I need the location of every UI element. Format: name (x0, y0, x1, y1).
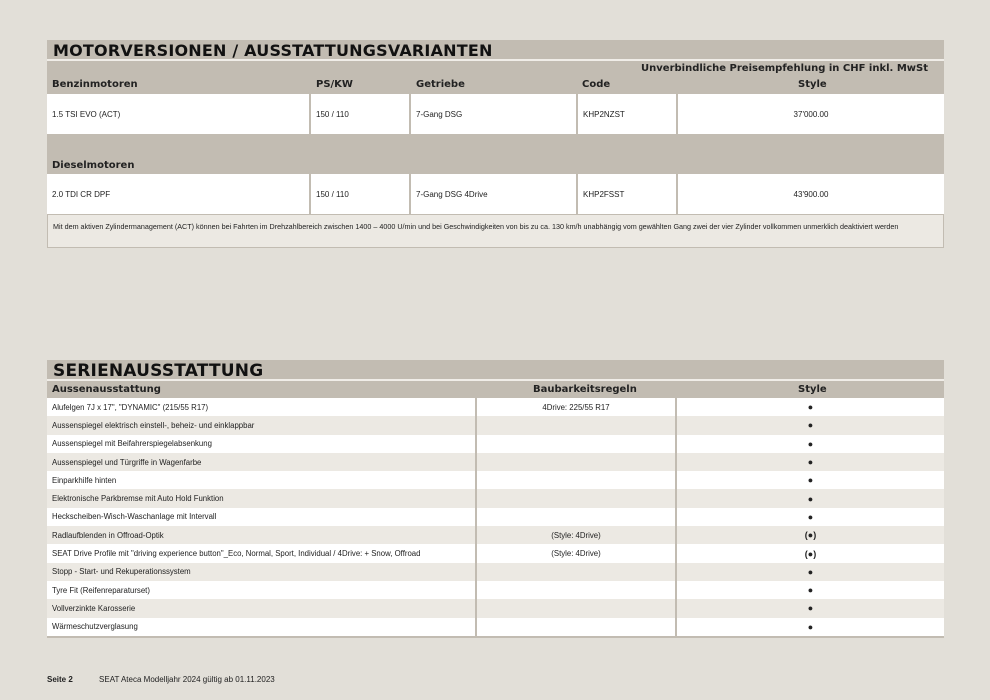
style-cell: ● (677, 435, 944, 453)
header-getriebe: Getriebe (416, 79, 465, 90)
pskw-cell: 150 / 110 (311, 174, 411, 214)
table-row (47, 471, 944, 489)
table-row (47, 618, 944, 636)
getriebe-cell: 7-Gang DSG 4Drive (411, 174, 578, 214)
act-footnote: Mit dem aktiven Zylindermanagement (ACT) können bei Fahrten im Drehzahlbereich zwischen 1400 – 4000 U/min und bei Geschwindigkeiten von bis zu ca. 130 km/h unabhängig vom gewählten Gang zwei der vier Zylinder vollkommen unmerklich deaktiviert werden (47, 214, 944, 248)
page-number: Seite 2 (47, 675, 73, 684)
price-cell: 43'900.00 (678, 174, 944, 214)
rule-cell (477, 453, 677, 471)
header-code: Code (582, 79, 611, 90)
style-cell: ● (677, 563, 944, 581)
header-aussenausstattung: Aussenausstattung (52, 384, 161, 395)
motor-section (47, 40, 944, 248)
page-footer (47, 675, 275, 684)
motor-section-title: MOTORVERSIONEN / AUSSTATTUNGSVARIANTEN (47, 40, 944, 61)
table-row (47, 174, 944, 214)
equipment-name-cell: Stopp - Start- und Rekuperationssystem (47, 563, 477, 581)
style-cell: (●) (677, 544, 944, 562)
style-cell: ● (677, 453, 944, 471)
preis-label: Unverbindliche Preisempfehlung in CHF inkl. MwSt (641, 63, 928, 74)
rule-cell (477, 581, 677, 599)
rule-cell (477, 599, 677, 617)
equipment-name-cell: SEAT Drive Profile mit "driving experience button"_Eco, Normal, Sport, Individual / 4Drive: + Snow, Offroad (47, 544, 477, 562)
diesel-label: Dieselmotoren (52, 160, 135, 171)
code-cell: KHP2NZST (578, 94, 678, 134)
equipment-name-cell: Elektronische Parkbremse mit Auto Hold Funktion (47, 489, 477, 507)
rule-cell (477, 471, 677, 489)
table-row (47, 599, 944, 617)
equipment-name-cell: Tyre Fit (Reifenreparaturset) (47, 581, 477, 599)
equipment-name-cell: Aussenspiegel elektrisch einstell-, beheiz- und einklappbar (47, 416, 477, 434)
serie-table-header (47, 381, 944, 398)
header-style: Style (798, 384, 827, 395)
rule-cell (477, 416, 677, 434)
table-row (47, 94, 944, 134)
table-row (47, 544, 944, 562)
equipment-name-cell: Aussenspiegel und Türgriffe in Wagenfarbe (47, 453, 477, 471)
style-cell: ● (677, 398, 944, 416)
serie-rows (47, 398, 944, 636)
table-row (47, 508, 944, 526)
table-row (47, 398, 944, 416)
style-cell: ● (677, 471, 944, 489)
rule-cell (477, 563, 677, 581)
header-benzinmotoren: Benzinmotoren (52, 79, 138, 90)
table-row (47, 416, 944, 434)
style-cell: ● (677, 508, 944, 526)
rule-cell (477, 508, 677, 526)
equipment-name-cell: Aussenspiegel mit Beifahrerspiegelabsenkung (47, 435, 477, 453)
style-cell: ● (677, 416, 944, 434)
equipment-name-cell: Radlaufblenden in Offroad-Optik (47, 526, 477, 544)
pskw-cell: 150 / 110 (311, 94, 411, 134)
style-cell: ● (677, 599, 944, 617)
rule-cell (477, 435, 677, 453)
equipment-name-cell: Alufelgen 7J x 17", "DYNAMIC" (215/55 R17) (47, 398, 477, 416)
table-row (47, 489, 944, 507)
style-cell: ● (677, 618, 944, 636)
serie-section-title: SERIENAUSSTATTUNG (47, 360, 944, 381)
table-row (47, 563, 944, 581)
motor-table-header (47, 61, 944, 94)
table-row (47, 526, 944, 544)
rule-cell: 4Drive: 225/55 R17 (477, 398, 677, 416)
style-cell: (●) (677, 526, 944, 544)
rule-cell (477, 489, 677, 507)
price-cell: 37'000.00 (678, 94, 944, 134)
equipment-name-cell: Wärmeschutzverglasung (47, 618, 477, 636)
style-cell: ● (677, 489, 944, 507)
divider (47, 636, 944, 638)
rule-cell: (Style: 4Drive) (477, 544, 677, 562)
getriebe-cell: 7-Gang DSG (411, 94, 578, 134)
header-style: Style (798, 79, 827, 90)
table-row (47, 453, 944, 471)
style-cell: ● (677, 581, 944, 599)
motor-cell: 2.0 TDI CR DPF (47, 174, 311, 214)
header-pskw: PS/KW (316, 79, 353, 90)
equipment-name-cell: Vollverzinkte Karosserie (47, 599, 477, 617)
footer-text: SEAT Ateca Modelljahr 2024 gültig ab 01.11.2023 (99, 675, 275, 684)
motor-cell: 1.5 TSI EVO (ACT) (47, 94, 311, 134)
table-row (47, 581, 944, 599)
rule-cell: (Style: 4Drive) (477, 526, 677, 544)
code-cell: KHP2FSST (578, 174, 678, 214)
serie-section (47, 360, 944, 638)
equipment-name-cell: Heckscheiben-Wisch-Waschanlage mit Intervall (47, 508, 477, 526)
table-row (47, 435, 944, 453)
rule-cell (477, 618, 677, 636)
header-baubarkeitsregeln: Baubarkeitsregeln (533, 384, 637, 395)
diesel-group-header (47, 134, 944, 174)
equipment-name-cell: Einparkhilfe hinten (47, 471, 477, 489)
